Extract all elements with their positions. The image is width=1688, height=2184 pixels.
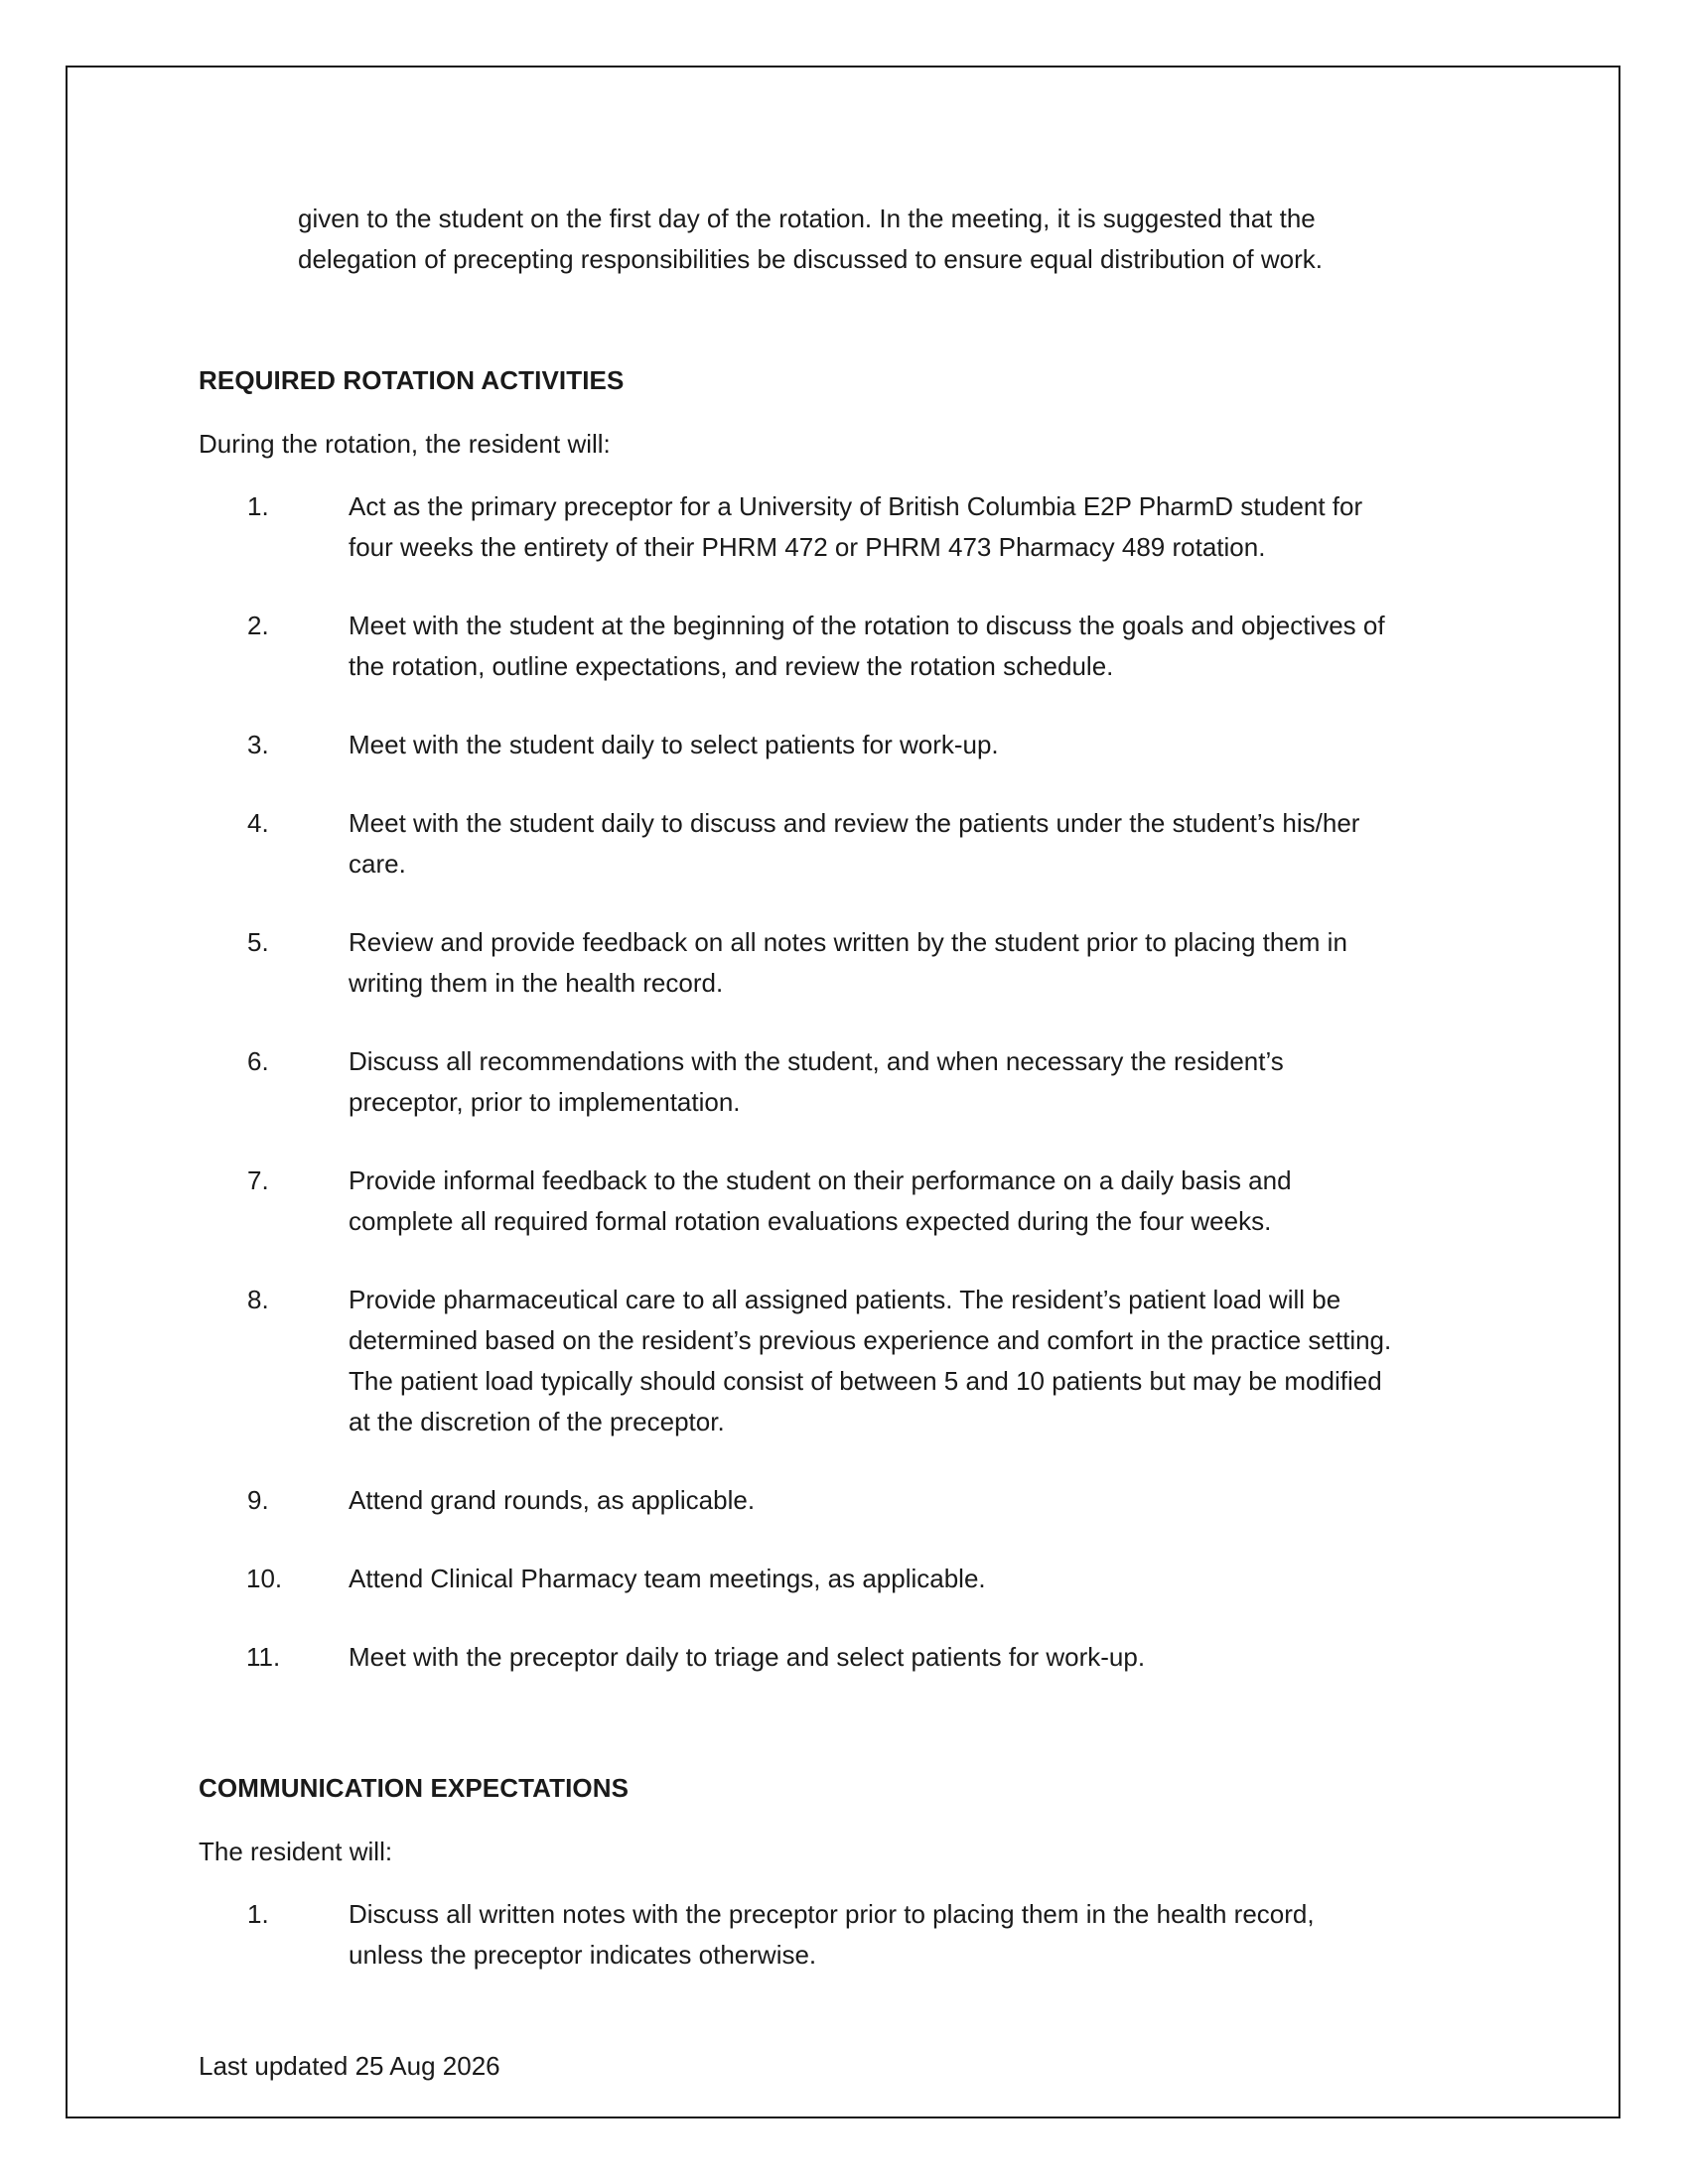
list-item-line: writing them in the health record. <box>349 968 724 998</box>
list-item-number: 1. <box>247 491 269 521</box>
list-item <box>199 1160 1509 1242</box>
list-item-number: 5. <box>247 927 269 957</box>
list-item-text <box>349 1041 1509 1123</box>
list-item <box>199 803 1509 885</box>
list-item-line: preceptor, prior to implementation. <box>349 1087 741 1117</box>
list-item-line: unless the preceptor indicates otherwise. <box>349 1940 817 1970</box>
list-item <box>199 606 1509 687</box>
communication-list <box>199 1894 1509 1976</box>
list-item-text <box>349 922 1509 1004</box>
list-item <box>199 922 1509 1004</box>
list-item-line: Act as the primary preceptor for a University of British Columbia E2P PharmD student for <box>349 491 1363 521</box>
list-item-line: Review and provide feedback on all notes written by the student prior to placing them in <box>349 927 1347 957</box>
list-item <box>199 1480 1509 1521</box>
list-item-line: four weeks the entirety of their PHRM 472 or PHRM 473 Pharmacy 489 rotation. <box>349 532 1266 562</box>
list-item-text <box>349 725 1509 765</box>
intro-line: delegation of precepting responsibilities be discussed to ensure equal distribution of work. <box>298 244 1323 274</box>
list-item-number: 2. <box>247 611 269 640</box>
section-heading-communication: COMMUNICATION EXPECTATIONS <box>199 1773 630 1803</box>
list-item-number: 6. <box>247 1046 269 1076</box>
list-item-number: 10. <box>246 1564 283 1593</box>
list-item-line: Meet with the student daily to discuss and review the patients under the student’s his/her <box>349 808 1360 838</box>
list-item-line: determined based on the resident’s previous experience and comfort in the practice setting. <box>349 1325 1392 1355</box>
list-item-number: 11. <box>246 1642 281 1672</box>
list-item-line: Attend grand rounds, as applicable. <box>349 1485 756 1515</box>
list-item <box>199 1041 1509 1123</box>
list-item-text <box>349 1280 1509 1442</box>
list-item-text <box>349 606 1509 687</box>
list-item-text <box>349 1637 1509 1678</box>
list-item-line: Meet with the preceptor daily to triage and select patients for work-up. <box>349 1642 1146 1672</box>
list-item <box>199 725 1509 765</box>
list-item-line: Discuss all written notes with the preceptor prior to placing them in the health record, <box>349 1899 1315 1929</box>
list-item-line: complete all required formal rotation evaluations expected during the four weeks. <box>349 1206 1272 1236</box>
last-updated-footer: Last updated 25 Aug 2026 <box>199 2051 500 2081</box>
list-item-line: Attend Clinical Pharmacy team meetings, as applicable. <box>349 1564 986 1593</box>
list-item-line: Provide pharmaceutical care to all assigned patients. The resident’s patient load will be <box>349 1285 1341 1314</box>
list-item-text <box>349 1480 1509 1521</box>
section-heading-required-activities: REQUIRED ROTATION ACTIVITIES <box>199 365 625 395</box>
list-item-line: Provide informal feedback to the student on their performance on a daily basis and <box>349 1165 1292 1195</box>
list-item-number: 8. <box>247 1285 269 1314</box>
list-item-number: 9. <box>247 1485 269 1515</box>
list-item-line: The patient load typically should consist of between 5 and 10 patients but may be modified <box>349 1366 1382 1396</box>
list-item-line: Meet with the student daily to select patients for work-up. <box>349 730 999 759</box>
list-item-line: at the discretion of the preceptor. <box>349 1407 725 1436</box>
required-activities-list <box>199 486 1509 1678</box>
list-item <box>199 1637 1509 1678</box>
list-item-text <box>349 803 1509 885</box>
list-item-text <box>349 1894 1509 1976</box>
intro-line: given to the student on the first day of the rotation. In the meeting, it is suggested that the <box>298 204 1316 233</box>
list-item-number: 1. <box>247 1899 269 1929</box>
list-item <box>199 1894 1509 1976</box>
list-item <box>199 486 1509 568</box>
list-item <box>199 1280 1509 1442</box>
list-item <box>199 1559 1509 1599</box>
list-item-line: care. <box>349 849 406 879</box>
list-item-text <box>349 1559 1509 1599</box>
list-item-number: 7. <box>247 1165 269 1195</box>
section-lead-required-activities: During the rotation, the resident will: <box>199 429 611 459</box>
list-item-line: Discuss all recommendations with the student, and when necessary the resident’s <box>349 1046 1284 1076</box>
list-item-line: Meet with the student at the beginning of the rotation to discuss the goals and objectives of <box>349 611 1385 640</box>
section-lead-communication: The resident will: <box>199 1837 393 1866</box>
list-item-text <box>349 486 1509 568</box>
intro-paragraph <box>298 199 1489 280</box>
list-item-number: 4. <box>247 808 269 838</box>
list-item-text <box>349 1160 1509 1242</box>
list-item-number: 3. <box>247 730 269 759</box>
list-item-line: the rotation, outline expectations, and review the rotation schedule. <box>349 651 1114 681</box>
